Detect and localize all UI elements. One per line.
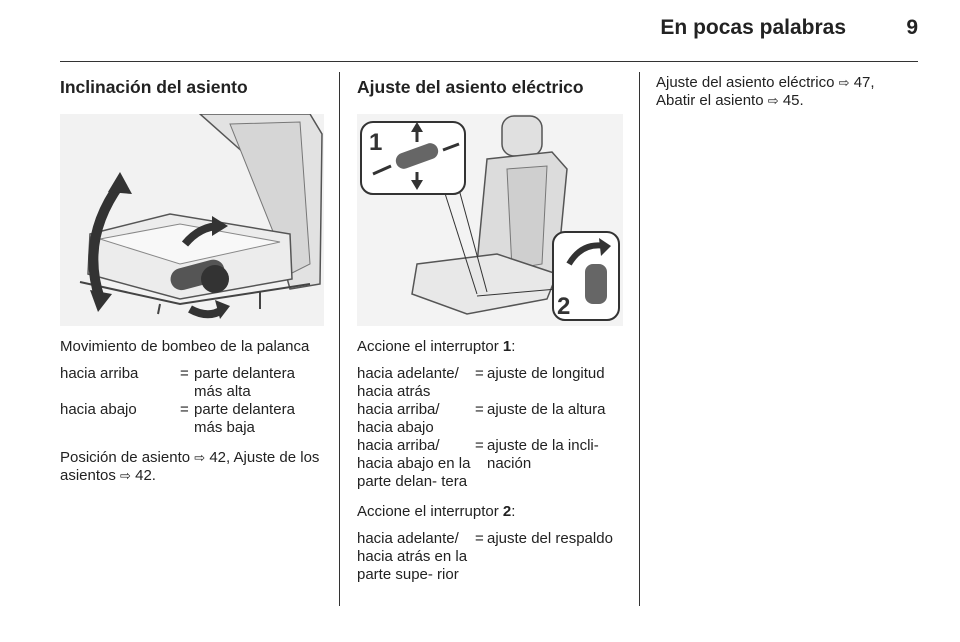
reference-link[interactable]: 42. bbox=[135, 467, 156, 484]
instruction-text: Accione el interruptor bbox=[357, 503, 503, 520]
instruction-switch-1 bbox=[357, 338, 623, 356]
column-divider-1 bbox=[339, 72, 340, 606]
equals-sign: = bbox=[180, 365, 189, 382]
switch-2-action-list bbox=[357, 530, 623, 584]
equals-sign: = bbox=[475, 401, 484, 418]
action-key: hacia arriba/ hacia abajo en la parte delan- tera bbox=[357, 437, 471, 490]
action-value: ajuste del respaldo bbox=[487, 530, 613, 547]
lever-action-list bbox=[60, 365, 324, 437]
callout-2-label: 2 bbox=[557, 293, 571, 320]
reference-link[interactable]: 45. bbox=[782, 92, 804, 109]
action-key: hacia arriba/ hacia abajo bbox=[357, 401, 440, 436]
reference-text: Ajuste del asiento eléctrico bbox=[656, 74, 839, 91]
page-section-title: En pocas palabras bbox=[660, 16, 846, 39]
column-power-seat bbox=[357, 74, 623, 584]
action-key: hacia adelante/ hacia atrás en la parte supe- rior bbox=[357, 530, 468, 583]
power-seat-drawing bbox=[357, 114, 623, 326]
column-divider-2 bbox=[639, 72, 640, 606]
seat-lever-drawing bbox=[60, 114, 324, 326]
switch-number: 2 bbox=[502, 503, 512, 520]
action-value: parte delantera más baja bbox=[194, 401, 295, 436]
switch-number: 1 bbox=[502, 338, 512, 355]
instruction-colon: : bbox=[511, 503, 516, 520]
action-key: hacia arriba bbox=[60, 365, 139, 382]
instruction-switch-2 bbox=[357, 503, 623, 521]
equals-sign: = bbox=[475, 365, 484, 382]
column-references bbox=[656, 74, 918, 110]
page-header bbox=[60, 0, 918, 62]
power-seat-illustration bbox=[357, 114, 623, 326]
page-arrow-icon: ⇨ bbox=[767, 93, 779, 108]
section-heading-power-seat: Ajuste del asiento eléctrico bbox=[357, 77, 584, 97]
switch-1-action-list bbox=[357, 365, 623, 491]
action-key: hacia abajo bbox=[60, 401, 137, 418]
column-seat-tilt bbox=[60, 74, 324, 485]
header-divider bbox=[60, 61, 918, 62]
action-value: parte delantera más alta bbox=[194, 365, 295, 400]
reference-link[interactable]: 42, Ajuste de los asientos bbox=[60, 449, 320, 484]
reference-link[interactable]: 47, bbox=[853, 74, 875, 91]
action-value: ajuste de la incli- nación bbox=[487, 437, 599, 472]
page-number: 9 bbox=[906, 16, 918, 39]
action-value: ajuste de longitud bbox=[487, 365, 605, 382]
page-arrow-icon: ⇨ bbox=[838, 75, 850, 90]
figure-caption: Movimiento de bombeo de la palanca bbox=[60, 338, 310, 355]
equals-sign: = bbox=[475, 437, 484, 454]
action-value: ajuste de la altura bbox=[487, 401, 606, 418]
reference-text: Posición de asiento bbox=[60, 449, 195, 466]
reference-text: Abatir el asiento bbox=[656, 92, 768, 109]
reference-line-2 bbox=[656, 92, 918, 110]
page-arrow-icon: ⇨ bbox=[194, 450, 206, 465]
seat-tilt-illustration bbox=[60, 114, 324, 326]
reference-line-1 bbox=[656, 74, 918, 92]
action-key: hacia adelante/ hacia atrás bbox=[357, 365, 459, 400]
instruction-text: Accione el interruptor bbox=[357, 338, 503, 355]
equals-sign: = bbox=[475, 530, 484, 547]
cross-reference bbox=[60, 449, 324, 485]
page-arrow-icon: ⇨ bbox=[120, 468, 131, 483]
section-heading-seat-tilt: Inclinación del asiento bbox=[60, 77, 248, 97]
callout-1-label: 1 bbox=[369, 129, 383, 156]
instruction-colon: : bbox=[511, 338, 516, 355]
equals-sign: = bbox=[180, 401, 189, 418]
